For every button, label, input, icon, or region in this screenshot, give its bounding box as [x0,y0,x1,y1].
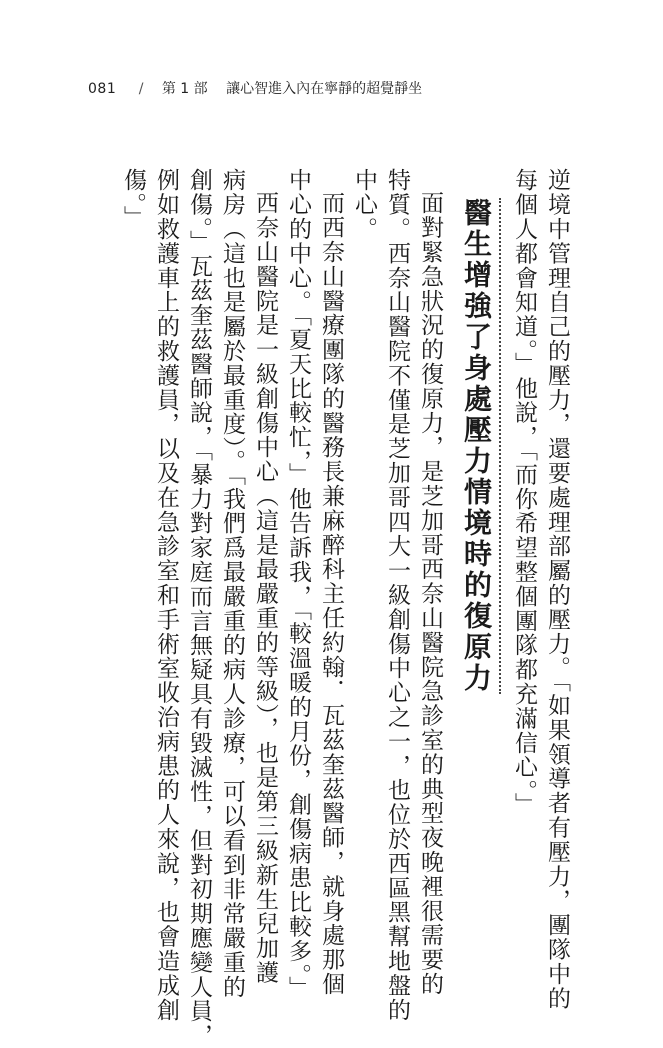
text-line: 傷。」 [120,168,146,230]
header-separator: / [138,81,144,97]
text-line: 逆境中管理自己的壓力，還要處理部屬的壓力。「如果領導者有壓力，團隊中的 [544,168,570,1011]
chapter-title: 讓心智進入內在寧靜的超覺靜坐 [226,81,423,97]
text-line: 面對緊急狀況的復原力，是芝加哥西奈山醫院急診室的典型夜晚裡很需要的 [417,191,443,997]
text-line: 特質。西奈山醫院不僅是芝加哥四大一級創傷中心之一，也位於西區黑幫地盤的 [384,168,410,1022]
text-line: 中心。 [351,168,377,242]
text-line: 西奈山醫院是一級創傷中心（這是最嚴重的等級），也是第三級新生兒加護 [252,191,278,985]
text-line: 創傷。」瓦茲奎茲醫師說，「暴力對家庭而言無疑具有毀滅性，但對初期應變人員， [186,168,212,1048]
text-line: 中心的中心。「夏天比較忙，」他告訴我，「較溫暖的月份，創傷病患比較多。」 [285,168,311,1001]
body-text [116,168,573,1048]
section-heading-text: 醫生增強了身處壓力情境時的復原力 [460,198,501,694]
text-line: 病房（這也是屬於最重度）。「我們爲最嚴重的病人診療，可以看到非常嚴重的 [219,168,245,999]
part-label: 第 1 部 [161,81,208,97]
running-header [88,78,422,98]
section-heading [460,168,493,868]
text-line: 每個人都會知道。」他說，「而你希望整個團隊都充滿信心。」 [511,168,537,817]
page-number: 081 [88,81,117,97]
text-line: 而西奈山醫療團隊的醫務長兼麻醉科主任約翰．瓦茲奎茲醫師，就身處那個 [318,191,344,997]
text-line: 例如救護車上的救護員，以及在急診室和手術室收治病患的人來說，也會造成創 [153,168,179,1022]
